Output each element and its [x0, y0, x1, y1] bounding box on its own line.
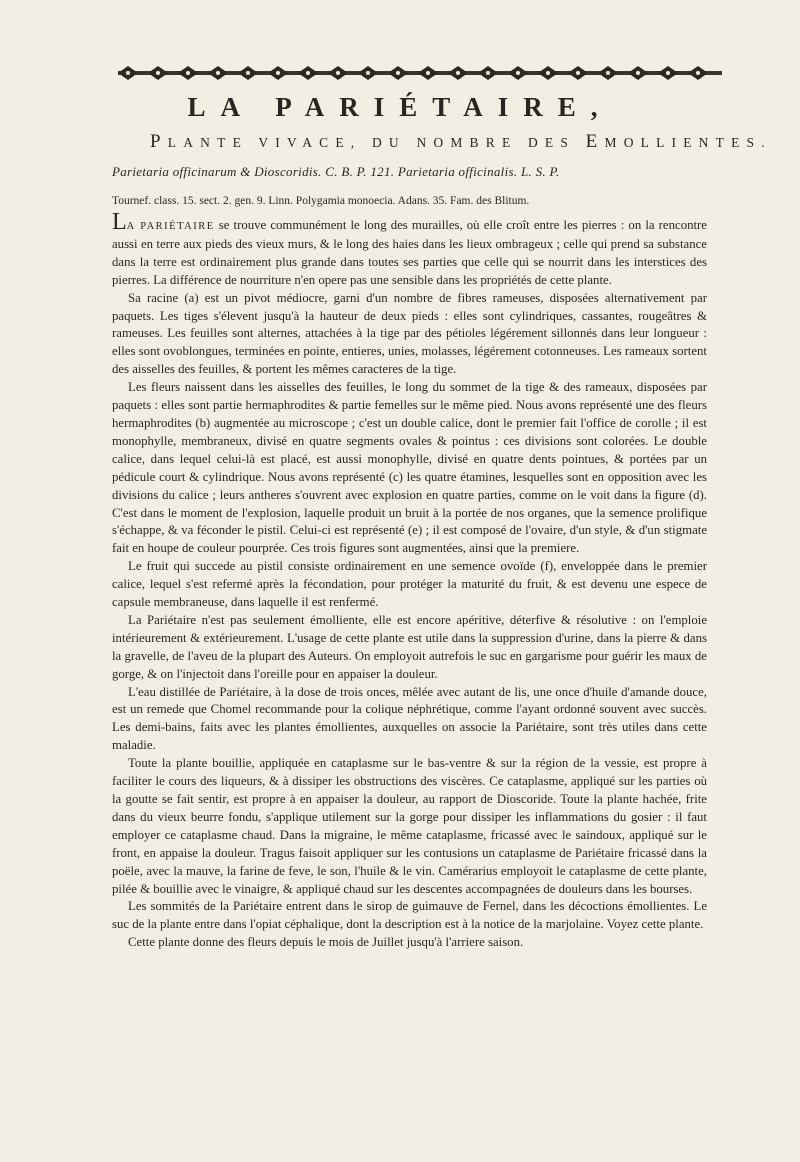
subtitle-initial: P	[150, 131, 168, 152]
subtitle-part-1: LANTE VIVACE,	[167, 135, 362, 150]
paragraph: Sa racine (a) est un pivot médiocre, garni d'un nombre de fibres rameuses, disposées alternativement par paquets. Les tiges s'élevent jusqu'à la hauteur de deux pieds : elles sont cylindriques, cassantes, rougeâtres & rameuses. Les feuilles sont alternes, attachées à la tige par des pétioles légérement sillonnés dans leur longueur : elles sont ovoblongues, terminées en pointe, entieres, unies, molasses, légérement cotonneuses. Les rameaux sortent des aisselles des feuilles, & portent les mêmes caracteres de la tige.	[112, 290, 707, 377]
page-title: LA PARIÉTAIRE,	[187, 92, 613, 122]
decorative-ornament-band	[118, 64, 722, 82]
paragraph: Cette plante donne des fleurs depuis le mois de Juillet jusqu'à l'arriere saison.	[128, 935, 524, 950]
synonyms-text: Parietaria officinarum & Dioscoridis. C. B. P. 121. Parietaria officinalis. L. S. P.	[112, 164, 560, 179]
article-body	[112, 209, 707, 952]
paragraph: L'eau distillée de Pariétaire, à la dose de trois onces, mêlée avec autant de lis, une once d'huile d'amande douce, est un remede que Chomel recommande pour la colique néphrétique, comme l'ayant ordonné souvent avec succès. Les demi-bains, faits avec les plantes émollientes, auxquelles on associe la Pariétaire, sont très utiles dans cette maladie.	[112, 684, 707, 753]
drop-cap: L	[112, 209, 127, 235]
paragraph: Le fruit qui succede au pistil consiste ordinairement en une semence ovoïde (f), enveloppée dans le premier calice, lequel s'est refermé après la fécondation, pour protéger la maturité du fruit, & est devenu une espece de capsule membraneuse, dans laquelle il est renfermé.	[112, 559, 707, 610]
paragraph: Les sommités de la Pariétaire entrent dans le sirop de guimauve de Fernel, dans les décoctions émollientes. Le suc de la plante entre dans l'opiat céphalique, dont la description est à la notice de la marjolaine. Voyez cette plante.	[112, 899, 707, 932]
paragraph	[112, 209, 707, 290]
subtitle-initial-e: E	[585, 131, 605, 152]
subtitle-part-3: MOLLIENTES.	[604, 135, 772, 150]
classification-references: Tournef. class. 15. sect. 2. gen. 9. Linn. Polygamia monoecia. Adans. 35. Fam. des Blitum.	[112, 195, 530, 207]
botanical-synonyms	[112, 164, 702, 180]
subtitle-part-2: DU NOMBRE DES	[371, 135, 576, 150]
paragraph: Toute la plante bouillie, appliquée en cataplasme sur le bas-ventre & sur la région de la vessie, est propre à faciliter le cours des liqueurs, & à dissiper les obstructions des viscères. Ce cataplasme, appliqué sur les parties où la goutte se fait sentir, est propre à en appaiser la douleur, au rapport de Dioscoride. Toute la plante hachée, frite dans du vieux beurre fondu, s'applique utilement sur la gorge pour dissiper les inflammations du gosier : il faut employer ce cataplasme chaud. Dans la migraine, le même cataplasme, fricassé avec le saindoux, appliqué sur le front, en appaise la douleur. Tragus faisoit appliquer sur les contusions un cataplasme de Pariétaire fricassé dans la poële, avec la mauve, la farine de feve, le son, l'huile & le vin. Camérarius employoit le cataplasme de cette plante, pilée & bouillie avec le vinaigre, & appliqué chaud sur les descentes accompagnées de douleurs dans les bourses.	[112, 756, 707, 896]
paragraph: La Pariétaire n'est pas seulement émolliente, elle est encore apéritive, déterfive & résolutive : on l'emploie intérieurement & extérieurement. L'usage de cette plante est utile dans la suppression d'urine, dans la pierre & dans la gravelle, de l'aveu de la plupart des Auteurs. On employoit autrefois le suc en gargarisme pour guérir les maux de gorge, & on l'injectoit dans l'oreille pour en appaiser la douleur.	[112, 612, 707, 681]
page-subtitle	[150, 131, 772, 153]
paragraph: Les fleurs naissent dans les aisselles des feuilles, le long du sommet de la tige & des rameaux, disposées par paquets : elles sont partie hermaphrodites & partie femelles sur le même pied. Nous avons représenté une des fleurs hermaphrodites (b) augmentée au microscope ; c'est un double calice, dont le premier fait l'office de corolle ; il est monophylle, membraneux, divisé en quatre segments ovales & pointus : ces divisions sont colorées. Le double calice, dans lequel celui-là est placé, est aussi monophylle, divisé en quatre dents pointues, & portées par un pédicule court & cylindrique. Nous avons représenté (c) les quatre étamines, lesquelles sont en opposition avec les divisions du calice ; leurs antheres s'ouvrent avec explosion en quatre parties, comme on le voit dans la figure (d). C'est dans le moment de l'explosion, laquelle produit un bruit à la portée de nos organes, que la semence prolifique s'échappe, & va féconder le pistil. Celui-ci est représenté (e) ; il est composé de l'ovaire, d'un style, & d'un stigmate fait en houpe de couleur pourprée. Ces trois figures sont augmentées, ainsi que la premiere.	[112, 380, 707, 556]
paragraph-text: se trouve communément le long des murailles, où elle croît entre les pierres : on la rencontre aussi en terre aux pieds des vieux murs, & le long des haies dans les lieux ombrageux ; celle qui prend sa substance dans la terre est ordinairement plus grande dans toutes ses parties que celle qui se nourrit dans les interstices des pierres. La différence de nourriture n'en opere pas une sensible dans les propriétés de cette plante.	[112, 218, 707, 287]
lead-small-caps: A PARIÉTAIRE	[126, 221, 215, 232]
